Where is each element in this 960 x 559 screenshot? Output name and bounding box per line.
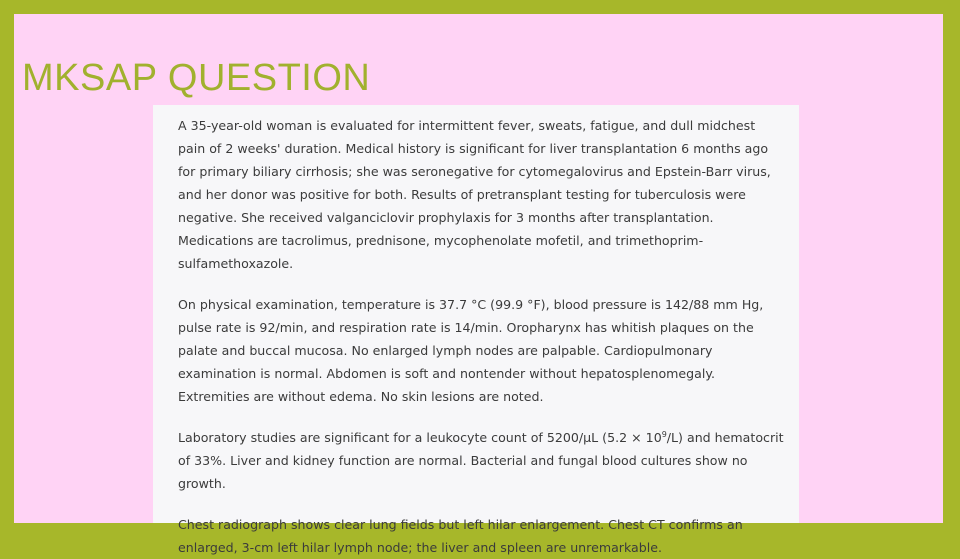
slide-background — [14, 14, 943, 555]
slide-title: MKSAP QUESTION — [22, 57, 371, 99]
labs-text-start: Laboratory studies are significant for a leukocyte count of 5200/µL (5.2 × 10 — [178, 430, 662, 445]
question-card — [153, 105, 799, 555]
paragraph-spacer — [178, 408, 785, 426]
question-paragraph-history: A 35-year-old woman is evaluated for intermittent fever, sweats, fatigue, and dull midchest pain of 2 weeks' duration. Medical history is significant for liver transplantation 6 months ago for primary biliary cirrhosis; she was seronegative for cytomegalovirus and Epstein-Barr virus, and her donor was positive for both. Results of pretransplant testing for tuberculosis were negative. She received valganciclovir prophylaxis for 3 months after transplantation. Medications are tacrolimus, prednisone, mycophenolate mofetil, and trimethoprim-sulfamethoxazole. — [178, 118, 771, 271]
question-paragraph-exam: On physical examination, temperature is 37.7 °C (99.9 °F), blood pressure is 142/88 mm Hg, pulse rate is 92/min, and respiration rate is 14/min. Oropharynx has whitish plaques on the palate and buccal mucosa. No enlarged lymph nodes are palpable. Cardiopulmonary examination is normal. Abdomen is soft and nontender without hepatosplenomegaly. Extremities are without edema. No skin lesions are noted. — [178, 297, 764, 404]
question-paragraph-imaging: Chest radiograph shows clear lung fields but left hilar enlargement. Chest CT confirms an enlarged, 3-cm left hilar lymph node; the liver and spleen are unremarkable. — [178, 517, 743, 555]
paragraph-spacer — [178, 275, 785, 293]
question-paragraph-labs — [178, 426, 785, 495]
paragraph-spacer — [178, 495, 785, 513]
labs-exponent: 9 — [661, 429, 667, 439]
labs-text-end: /L) and hematocrit of 33%. Liver and kidney function are normal. Bacterial and fungal blood cultures show no growth. — [178, 430, 784, 491]
